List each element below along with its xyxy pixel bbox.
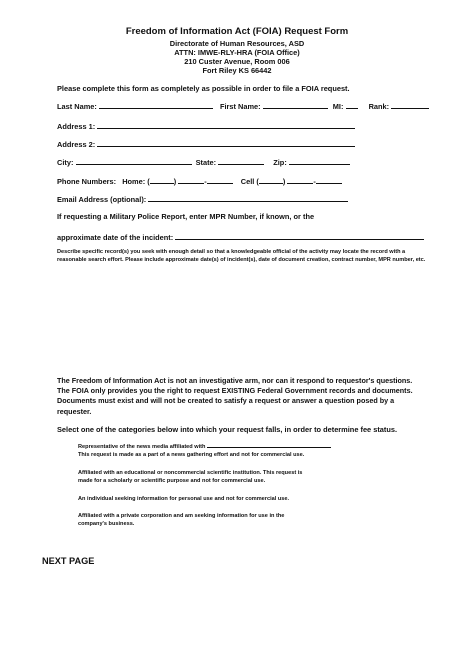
cell-prefix-field[interactable] — [287, 175, 316, 186]
home-paren-open: ( — [147, 177, 150, 186]
last-name-field[interactable] — [99, 100, 213, 109]
email-label: Email Address (optional): — [57, 195, 147, 204]
zip-label: Zip: — [273, 158, 287, 167]
state-field[interactable] — [218, 156, 264, 165]
address1-field[interactable] — [97, 120, 355, 129]
address1-label: Address 1: — [57, 122, 96, 131]
category-prompt: Select one of the categories below into which your request falls, in order to determine fee status. — [57, 425, 398, 434]
home-prefix-field[interactable] — [178, 175, 207, 186]
cell-paren-close: ) — [282, 177, 286, 186]
cell-dash: - — [313, 177, 316, 186]
header-line-attn: ATTN: IMWE-RLY-HRA (FOIA Office) — [174, 48, 300, 57]
address1-row — [57, 120, 355, 131]
city-label: City: — [57, 158, 74, 167]
mp-report-label: approximate date of the incident: — [57, 233, 174, 242]
mi-field[interactable] — [346, 100, 358, 109]
phone-row — [57, 175, 342, 186]
news-media-affiliation-field[interactable] — [207, 441, 331, 448]
category-private-corporation[interactable] — [78, 512, 408, 529]
home-area-code-field[interactable] — [150, 175, 177, 186]
foia-notice: The Freedom of Information Act is not an investigative arm, nor can it respond to requestor's questions. The FOIA only provides you the right to request EXISTING Federal Government records and documents. Documents must exist and will not be created to satisfy a request or answer a question posed by a requester. — [57, 376, 413, 416]
mp-report-field[interactable] — [175, 231, 424, 240]
category-news-media[interactable] — [78, 441, 408, 460]
mp-report-row — [57, 231, 424, 242]
home-paren-close: ) — [173, 177, 177, 186]
header-line-city: Fort Riley KS 66442 — [202, 66, 272, 75]
last-name-label: Last Name: — [57, 102, 97, 111]
category-news-media-line1: Representative of the news media affiliated with — [78, 441, 408, 451]
phone-label: Phone Numbers: — [57, 177, 117, 186]
cell-label: Cell — [240, 177, 255, 186]
city-field[interactable] — [76, 156, 192, 165]
zip-field[interactable] — [289, 156, 350, 165]
first-name-field[interactable] — [263, 100, 328, 109]
state-label: State: — [195, 158, 217, 167]
mi-label: MI: — [332, 102, 344, 111]
header-line-street: 210 Custer Avenue, Room 006 — [184, 57, 290, 66]
records-description-area[interactable] — [57, 278, 429, 370]
category-educational-line1: Affiliated with an educational or noncommercial scientific institution. This request is — [78, 470, 303, 476]
category-personal-use[interactable] — [78, 495, 408, 503]
email-field[interactable] — [148, 193, 348, 202]
city-state-zip-row — [57, 156, 350, 167]
category-private-corporation-line2: company's business. — [78, 521, 135, 528]
category-educational-line2: made for a scholarly or scientific purpose and not for commercial use. — [78, 478, 266, 485]
home-number-field[interactable] — [207, 175, 233, 184]
intro-text: Please complete this form as completely as possible in order to file a FOIA request. — [57, 84, 350, 93]
describe-instructions: Describe specific record(s) you seek with enough detail so that a knowledgeable official of the activity may locate the record with a reasonable search effort. Please include approximate date(s) of incident(s), date of document creation, contract number, MPR number, etc. — [57, 249, 426, 263]
mp-report-line1: If requesting a Military Police Report, enter MPR Number, if known, or the — [57, 212, 315, 221]
category-private-corporation-line1: Affiliated with a private corporation and am seeking information for use in the — [78, 513, 285, 519]
category-personal-use-line1: An individual seeking information for personal use and not for commercial use. — [78, 496, 290, 502]
rank-field[interactable] — [391, 100, 429, 109]
next-page-label: NEXT PAGE — [42, 556, 95, 566]
name-row — [57, 100, 429, 111]
header-line-directorate: Directorate of Human Resources, ASD — [169, 39, 305, 48]
cell-paren-open: ( — [256, 177, 259, 186]
rank-label: Rank: — [368, 102, 390, 111]
form-title: Freedom of Information Act (FOIA) Request Form — [125, 26, 349, 37]
category-news-media-line2: This request is made as a part of a news gathering effort and not for commercial use. — [78, 452, 305, 459]
home-label: Home: — [122, 177, 146, 186]
category-educational[interactable] — [78, 469, 408, 486]
home-dash: - — [204, 177, 207, 186]
address2-label: Address 2: — [57, 140, 96, 149]
email-row — [57, 193, 348, 204]
first-name-label: First Name: — [219, 102, 261, 111]
address2-field[interactable] — [97, 138, 355, 147]
cell-area-code-field[interactable] — [259, 175, 286, 186]
address2-row — [57, 138, 355, 149]
cell-number-field[interactable] — [316, 175, 342, 184]
